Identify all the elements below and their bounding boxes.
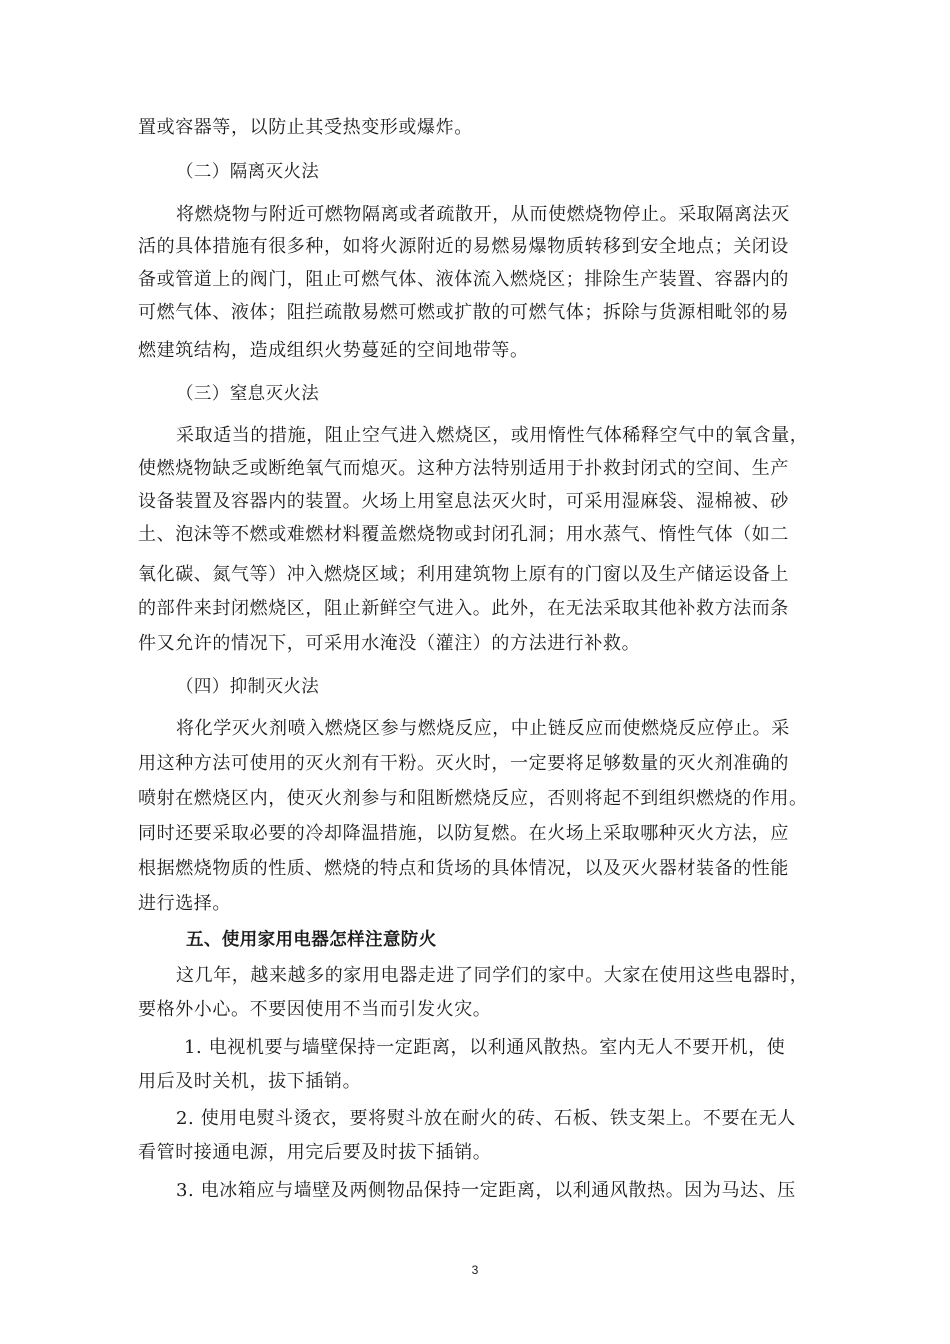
section-heading-suppression: （四）抑制灭火法 [176,677,320,697]
list-item-line: 1. 电视机要与墙壁保持一定距离，以利通风散热。室内无人不要开机，使 [184,1037,786,1058]
section-heading-appliances: 五、使用家用电器怎样注意防火 [186,930,437,950]
list-item-line: 3. 电冰箱应与墙壁及两侧物品保持一定距离，以利通风散热。因为马达、压 [176,1180,796,1201]
paragraph-line: 要格外小心。不要因使用不当而引发火灾。 [138,999,492,1020]
paragraph-line: 件又允许的情况下，可采用水淹没（灌注）的方法进行补救。 [138,633,641,654]
paragraph-line: 可燃气体、液体；阻拦疏散易燃可燃或扩散的可燃气体；拆除与货源相毗邻的易 [138,302,789,323]
paragraph-line: 设备装置及容器内的装置。火场上用窒息法灭火时，可采用湿麻袋、湿棉被、砂 [138,491,789,512]
page-number: 3 [471,1263,479,1277]
list-item-line: 看管时接通电源，用完后要及时拔下插销。 [138,1142,492,1163]
paragraph-line: 用这种方法可使用的灭火剂有干粉。灭火时，一定要将足够数量的灭火剂准确的 [138,753,789,774]
paragraph-line: 采取适当的措施，阻止空气进入燃烧区，或用惰性气体稀释空气中的氧含量， [176,425,809,446]
paragraph-line: 燃建筑结构，造成组织火势蔓延的空间地带等。 [138,340,529,361]
paragraph-line: 的部件来封闭燃烧区，阻止新鲜空气进入。此外，在无法采取其他补救方法而条 [138,598,789,619]
paragraph-line: 同时还要采取必要的冷却降温措施，以防复燃。在火场上采取哪种灭火方法，应 [138,823,789,844]
paragraph-line: 根据燃烧物质的性质、燃烧的特点和货场的具体情况，以及灭火器材装备的性能 [138,858,789,879]
paragraph-line: 备或管道上的阀门，阻止可燃气体、液体流入燃烧区；排除生产装置、容器内的 [138,269,789,290]
paragraph-line: 氧化碳、氮气等）冲入燃烧区域；利用建筑物上原有的门窗以及生产储运设备上 [138,564,789,585]
paragraph-line: 将化学灭火剂喷入燃烧区参与燃烧反应，中止链反应而使燃烧反应停止。采 [176,718,790,739]
section-heading-suffocation: （三）窒息灭火法 [176,384,320,404]
paragraph-line: 喷射在燃烧区内，使灭火剂参与和阻断燃烧反应，否则将起不到组织燃烧的作用。 [138,788,808,809]
paragraph-line: 置或容器等，以防止其受热变形或爆炸。 [138,117,473,138]
list-item-line: 2. 使用电熨斗烫衣，要将熨斗放在耐火的砖、石板、铁支架上。不要在无人 [176,1108,796,1129]
paragraph-line: 活的具体措施有很多种，如将火源附近的易燃易爆物质转移到安全地点；关闭设 [138,236,789,257]
list-item-line: 用后及时关机，拔下插销。 [138,1071,362,1092]
paragraph-line: 使燃烧物缺乏或断绝氧气而熄灭。这种方法特别适用于扑救封闭式的空间、生产 [138,458,789,479]
section-heading-isolation: （二）隔离灭火法 [176,162,320,182]
paragraph-line: 将燃烧物与附近可燃物隔离或者疏散开，从而使燃烧物停止。采取隔离法灭 [176,204,790,225]
paragraph-line: 这几年，越来越多的家用电器走进了同学们的家中。大家在使用这些电器时， [176,965,809,986]
paragraph-line: 进行选择。 [138,893,231,914]
paragraph-line: 土、泡沫等不燃或难燃材料覆盖燃烧物或封闭孔洞；用水蒸气、惰性气体（如二 [138,524,789,545]
